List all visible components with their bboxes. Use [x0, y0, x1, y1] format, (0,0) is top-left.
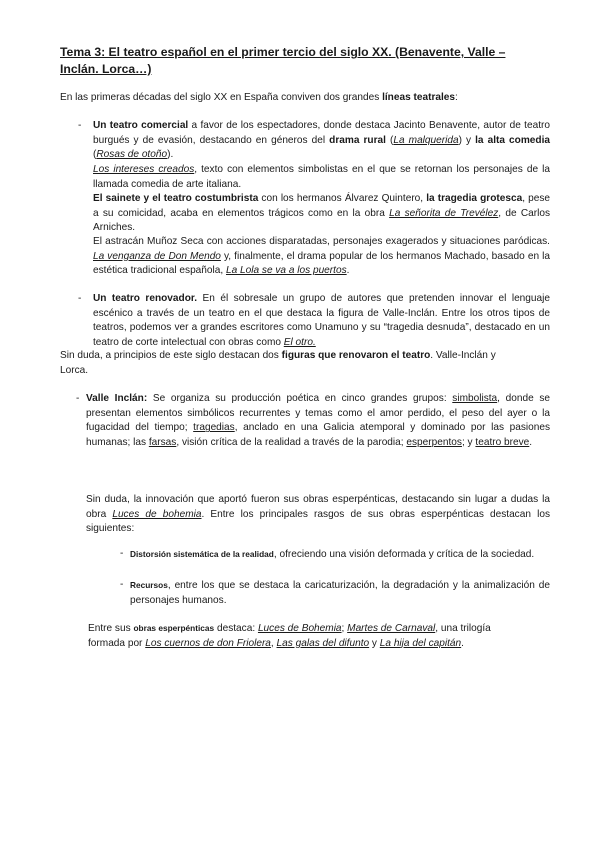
comercial-paragraph: Un teatro comercial a favor de los espectadores, donde destaca Jacinto Benavente, autor de teatro burgués y de evasión, destacando en géneros del drama rural (La malquerida) y la alta comedia (Rosas de otoño).: [93, 120, 550, 161]
intro-paragraph: En las primeras décadas del siglo XX en España conviven dos grandes líneas teatrales:: [60, 92, 458, 103]
bullet-dash: -: [78, 293, 82, 304]
esperpento-paragraph: Sin duda, la innovación que aportó fueron sus obras esperpénticas, destacando sin lugar a dudas la obra Luces de bohemia. Entre los principales rasgos de sus obras esperpénticas destacan los siguientes:: [86, 494, 550, 535]
work-title: Los cuernos de don Friolera: [145, 637, 271, 649]
work-title: Las galas del difunto: [276, 637, 370, 649]
bullet-dash: -: [78, 120, 82, 131]
bullet-dash: -: [120, 548, 124, 559]
renovador-paragraph: Un teatro renovador. En él sobresale un grupo de autores que pretenden innovar el lenguaje escénico a través de un teatro en el que destaca la figura de Valle-Inclán. Entre los otros tipos de teatros, podemos ver a grandes escritores como Unamuno y su “tragedia desnuda”, destacado en un teatro de corte intelectual con obras como El otro.: [93, 293, 550, 349]
work-title: Luces de Bohemia: [257, 623, 342, 634]
work-title: La hija del capitán: [379, 637, 462, 649]
work-title: La malquerida: [393, 134, 459, 146]
page-title: Tema 3: El teatro español en el primer tercio del siglo XX. (Benavente, Valle – Inclán. Lorca…): [60, 45, 506, 76]
work-title: Martes de Carnaval: [347, 623, 436, 634]
work-title: La venganza de Don Mendo: [93, 250, 221, 262]
work-title: Luces de bohemia: [112, 508, 202, 520]
obras-paragraph: Entre sus obras esperpénticas destaca: Luces de Bohemia; Martes de Carnaval, una trilogía formada por Los cuernos de don Friolera, Las galas del difunto y La hija del capitán.: [88, 623, 491, 649]
astracan-paragraph: El astracán Muñoz Seca con acciones disparatadas, personajes exagerados y situaciones paródicas. La venganza de Don Mendo y, finalmente, el drama popular de los hermanos Machado, basado en la estética tradicional española, La Lola se va a los puertos.: [93, 236, 551, 277]
bullet-dash: -: [76, 393, 80, 404]
valle-paragraph: Valle Inclán: Se organiza su producción poética en cinco grandes grupos: simbolista, donde se presentan elementos simbólicos recurrentes y temas como el amor perdido, el peso del ayer o la fugacidad del tiempo; tragedias, anclado en una Galicia atemporal y dominado por las pasiones humanas; las farsas, visión crítica de la realidad a través de la parodia; esperpentos; y teatro breve.: [86, 393, 550, 449]
rasgo-item: Recursos, entre los que se destaca la caricaturización, la degradación y la animalización de personajes humanos.: [130, 580, 550, 606]
bullet-dash: -: [120, 579, 124, 590]
work-title: El otro.: [283, 337, 316, 349]
work-title: Los intereses creados: [93, 164, 195, 175]
work-title: La señorita de Trevélez: [389, 207, 499, 219]
work-title: La Lola se va a los puertos: [225, 265, 347, 277]
intereses-paragraph: Los intereses creados, texto con elementos simbolistas en el que se retornan los personajes de la llamada comedia de arte italiana.: [93, 164, 550, 190]
sainete-paragraph: El sainete y el teatro costumbrista con los hermanos Álvarez Quintero, la tragedia grotesca, pese a su comicidad, acaba en elementos trágicos como en la obra La señorita de Trevélez, de Carlos Arniches.: [93, 193, 551, 234]
figuras-paragraph: Sin duda, a principios de este siglo destacan dos figuras que renovaron el teatro. Valle-Inclán y Lorca.: [60, 350, 496, 376]
rasgo-item: Distorsión sistemática de la realidad, ofreciendo una visión deformada y crítica de la sociedad.: [130, 549, 535, 560]
work-title: Rosas de otoño: [96, 149, 168, 161]
